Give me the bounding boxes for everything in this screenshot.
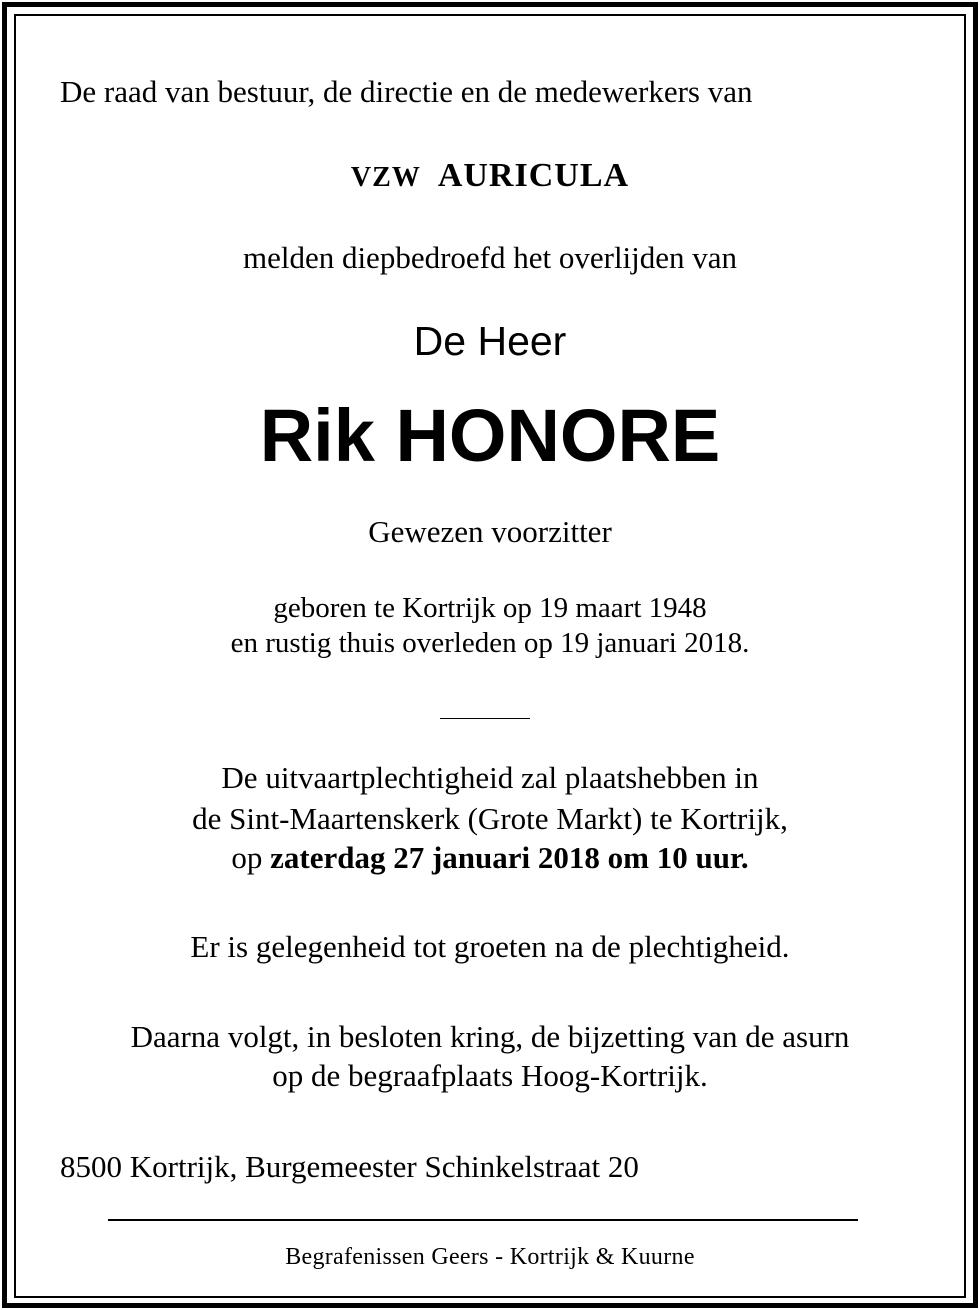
deceased-name: Rik HONORE [259, 394, 721, 477]
birth-text: geboren te Kortrijk op 19 maart 1948 [273, 592, 707, 624]
death-text: en rustig thuis overleden op 19 januari 2018. [230, 627, 750, 659]
intro-text: De raad van bestuur, de directie en de medewerkers van [60, 74, 753, 109]
organization-name [0, 157, 980, 195]
announcement-text: melden diepbedroefd het overlijden van [242, 240, 738, 275]
ceremony-line-2: de Sint-Maartenskerk (Grote Markt) te Kortrijk, [192, 801, 788, 836]
ceremony-line-1: De uitvaartplechtigheid zal plaatshebben in [221, 760, 759, 795]
address-text: 8500 Kortrijk, Burgemeester Schinkelstraat 20 [60, 1149, 639, 1184]
ceremony-date-prefix: op [231, 840, 263, 875]
organization-prefix: VZW [350, 162, 421, 193]
organization-title: AURICULA [437, 157, 630, 194]
greeting-text: Er is gelegenheid tot groeten na de plechtigheid. [190, 929, 790, 964]
ceremony-line-3 [0, 840, 980, 876]
separator-line [440, 718, 530, 719]
role-text: Gewezen voorzitter [368, 514, 612, 549]
burial-line-1: Daarna volgt, in besloten kring, de bijzetting van de asurn [130, 1019, 850, 1054]
burial-line-2: op de begraafplaats Hoog-Kortrijk. [272, 1058, 708, 1093]
ceremony-date: zaterdag 27 januari 2018 om 10 uur. [270, 840, 749, 875]
salutation: De Heer [413, 318, 567, 364]
funeral-home-footer: Begrafenissen Geers - Kortrijk & Kuurne [285, 1244, 695, 1270]
footer-rule [108, 1219, 858, 1221]
